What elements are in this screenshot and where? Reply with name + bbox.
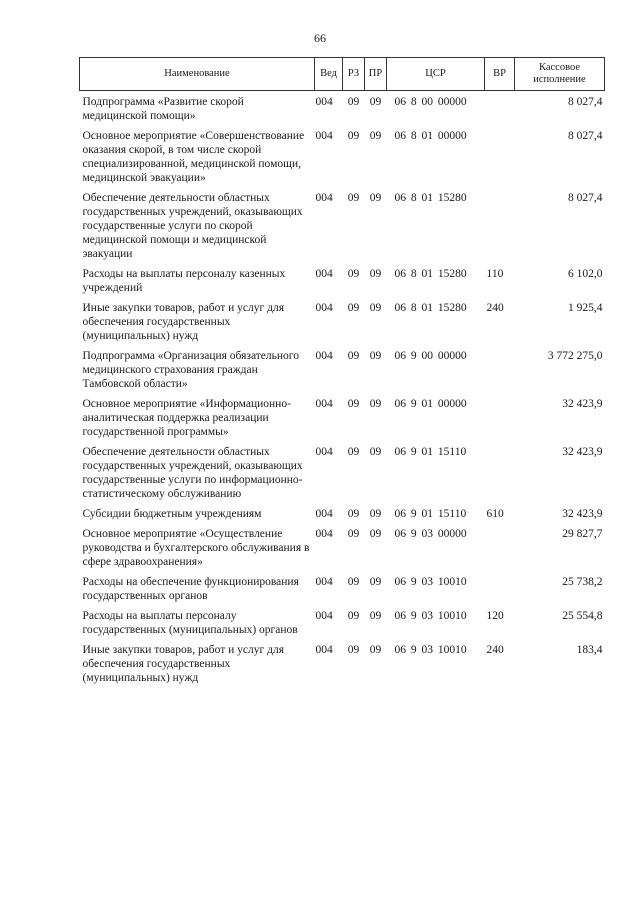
row-pr: 09 [369, 192, 382, 204]
row-name: Основное мероприятие «Информационно-аналитическая поддержка реализации государственной программы» [82, 398, 291, 438]
row-rz: 09 [347, 268, 360, 280]
row-vr: 240 [486, 302, 504, 314]
row-rz: 09 [347, 644, 360, 656]
row-kassa: 6 102,0 [568, 268, 603, 280]
row-name: Обеспечение деятельности областных государственных учреждений, оказывающих государственные услуги по информационно-статистическому обслуживанию [82, 446, 303, 500]
row-ved: 004 [315, 610, 333, 622]
row-rz: 09 [347, 508, 360, 520]
row-kassa: 25 554,8 [562, 610, 603, 622]
row-rz: 09 [347, 130, 360, 142]
table-row [80, 397, 605, 445]
row-pr: 09 [369, 130, 382, 142]
row-kassa: 32 423,9 [562, 446, 603, 458]
row-name: Подпрограмма «Развитие скорой медицинской помощи» [82, 96, 244, 122]
row-ved: 004 [315, 508, 333, 520]
row-csr: 06 8 01 15280 [394, 268, 467, 280]
header-ved: Вед [315, 58, 343, 91]
row-vr [485, 349, 515, 397]
row-csr: 06 9 01 15110 [394, 508, 467, 520]
table-row [80, 575, 605, 609]
row-rz: 09 [347, 96, 360, 108]
table-row [80, 609, 605, 643]
row-kassa: 183,4 [576, 644, 603, 656]
table-row [80, 267, 605, 301]
row-ved: 004 [315, 644, 333, 656]
row-csr: 06 9 03 10010 [394, 644, 467, 656]
table-row [80, 349, 605, 397]
row-csr: 06 9 03 00000 [394, 528, 467, 540]
header-kassa: Кассовое исполнение [515, 58, 605, 91]
row-rz: 09 [347, 192, 360, 204]
row-rz: 09 [347, 576, 360, 588]
row-rz: 09 [347, 610, 360, 622]
row-pr: 09 [369, 610, 382, 622]
row-ved: 004 [315, 96, 333, 108]
row-ved: 004 [315, 576, 333, 588]
header-rz: РЗ [343, 58, 365, 91]
row-name: Расходы на выплаты персоналу государственных (муниципальных) органов [82, 610, 298, 636]
row-name: Расходы на обеспечение функционирования государственных органов [82, 576, 299, 602]
row-pr: 09 [369, 268, 382, 280]
table-row [80, 301, 605, 349]
table-body [80, 91, 605, 692]
row-vr: 610 [486, 508, 504, 520]
row-csr: 06 8 01 15280 [394, 192, 467, 204]
row-vr: 120 [486, 610, 504, 622]
row-kassa: 3 772 275,0 [547, 350, 603, 362]
row-rz: 09 [347, 302, 360, 314]
row-kassa: 32 423,9 [562, 508, 603, 520]
row-vr [485, 397, 515, 445]
row-kassa: 1 925,4 [568, 302, 603, 314]
row-ved: 004 [315, 192, 333, 204]
row-pr: 09 [369, 398, 382, 410]
header-vr: ВР [485, 58, 515, 91]
row-vr [485, 527, 515, 575]
row-pr: 09 [369, 576, 382, 588]
row-rz: 09 [347, 446, 360, 458]
row-name: Субсидии бюджетным учреждениям [82, 508, 262, 520]
row-kassa: 32 423,9 [562, 398, 603, 410]
row-vr: 240 [486, 644, 504, 656]
row-rz: 09 [347, 528, 360, 540]
row-pr: 09 [369, 446, 382, 458]
row-pr: 09 [369, 508, 382, 520]
row-kassa: 25 738,2 [562, 576, 603, 588]
header-csr: ЦСР [387, 58, 485, 91]
row-name: Обеспечение деятельности областных государственных учреждений, оказывающих государственные услуги по скорой медицинской помощи и медицинской эвакуации [82, 192, 303, 260]
row-name: Иные закупки товаров, работ и услуг для обеспечения государственных (муниципальных) нужд [82, 644, 284, 684]
row-pr: 09 [369, 302, 382, 314]
row-pr: 09 [369, 350, 382, 362]
budget-table [79, 57, 605, 691]
row-pr: 09 [369, 96, 382, 108]
row-csr: 06 8 01 00000 [394, 130, 467, 142]
row-vr [485, 129, 515, 191]
row-vr [485, 445, 515, 507]
page-number: 66 [314, 31, 326, 45]
row-kassa: 29 827,7 [562, 528, 603, 540]
row-rz: 09 [347, 398, 360, 410]
table-row [80, 643, 605, 691]
row-csr: 06 9 01 00000 [394, 398, 467, 410]
row-csr: 06 8 01 15280 [394, 302, 467, 314]
row-csr: 06 9 03 10010 [394, 576, 467, 588]
row-ved: 004 [315, 528, 333, 540]
header-name: Наименование [80, 58, 315, 91]
row-vr [485, 575, 515, 609]
row-ved: 004 [315, 130, 333, 142]
header-pr: ПР [365, 58, 387, 91]
row-ved: 004 [315, 446, 333, 458]
row-vr [485, 191, 515, 267]
row-csr: 06 9 03 10010 [394, 610, 467, 622]
row-ved: 004 [315, 302, 333, 314]
table-row [80, 445, 605, 507]
row-ved: 004 [315, 268, 333, 280]
row-ved: 004 [315, 350, 333, 362]
row-csr: 06 8 00 00000 [394, 96, 467, 108]
row-name: Основное мероприятие «Совершенствование оказания скорой, в том числе скорой специализированной, медицинской помощи, медицинской эвакуации» [82, 130, 305, 184]
row-vr [485, 91, 515, 130]
row-csr: 06 9 00 00000 [394, 350, 467, 362]
table-row [80, 527, 605, 575]
row-name: Подпрограмма «Организация обязательного медицинского страхования граждан Тамбовской области» [82, 350, 299, 390]
row-rz: 09 [347, 350, 360, 362]
row-vr: 110 [486, 268, 504, 280]
table-row [80, 91, 605, 130]
table-row [80, 129, 605, 191]
row-kassa: 8 027,4 [568, 96, 603, 108]
table-row [80, 507, 605, 527]
table-row [80, 191, 605, 267]
row-name: Основное мероприятие «Осуществление руководства и бухгалтерского обслуживания в сфере здравоохранения» [82, 528, 310, 568]
row-kassa: 8 027,4 [568, 130, 603, 142]
row-name: Иные закупки товаров, работ и услуг для обеспечения государственных (муниципальных) нужд [82, 302, 284, 342]
row-kassa: 8 027,4 [568, 192, 603, 204]
row-pr: 09 [369, 528, 382, 540]
row-csr: 06 9 01 15110 [394, 446, 467, 458]
row-pr: 09 [369, 644, 382, 656]
row-name: Расходы на выплаты персоналу казенных учреждений [82, 268, 286, 294]
table-header [80, 58, 605, 91]
row-ved: 004 [315, 398, 333, 410]
